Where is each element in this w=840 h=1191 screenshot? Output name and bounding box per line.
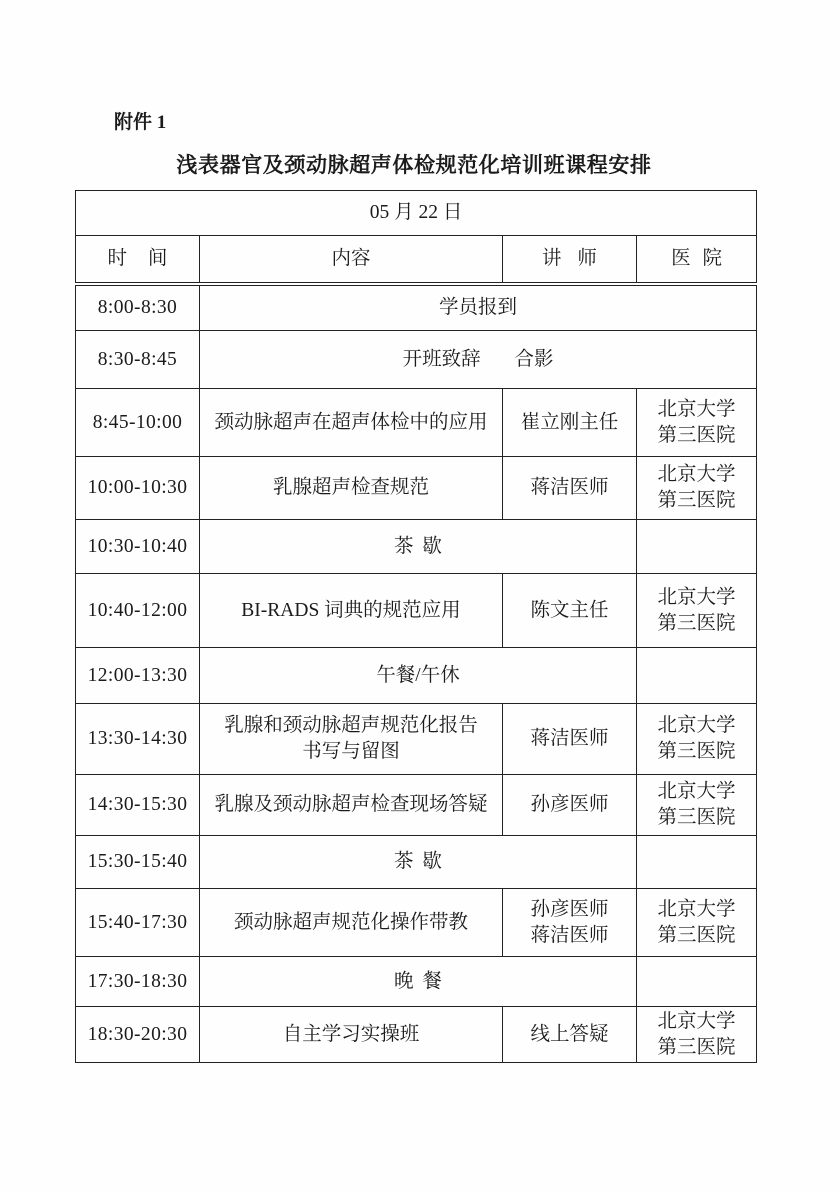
lecturer-text: 蒋洁医师 bbox=[530, 924, 609, 946]
time-cell bbox=[76, 331, 200, 389]
content-text: 自主学习实操班 bbox=[282, 1023, 420, 1045]
time-cell bbox=[76, 284, 200, 331]
table-row bbox=[76, 389, 757, 457]
hospital-line: 北京大学 bbox=[657, 898, 736, 920]
content-text: 颈动脉超声在超声体检中的应用 bbox=[214, 411, 488, 433]
table-row bbox=[76, 836, 757, 889]
hospital-cell-empty bbox=[637, 957, 757, 1007]
hospital-line: 北京大学 bbox=[657, 715, 736, 736]
content-cell bbox=[200, 389, 503, 457]
schedule-date: 05 月 22 日 bbox=[369, 202, 463, 223]
time-text: 12:00-13:30 bbox=[87, 664, 188, 686]
lecturer-text: 蒋洁医师 bbox=[530, 728, 609, 749]
time-cell bbox=[76, 704, 200, 775]
content-cell bbox=[200, 775, 503, 836]
hospital-cell bbox=[637, 389, 757, 457]
time-cell bbox=[76, 648, 200, 704]
hospital-line: 第三医院 bbox=[657, 807, 736, 828]
hospital-line: 北京大学 bbox=[657, 1010, 736, 1032]
time-text: 15:40-17:30 bbox=[87, 911, 188, 933]
hospital-line: 第三医院 bbox=[657, 424, 736, 446]
content-cell bbox=[200, 457, 503, 520]
time-text: 10:00-10:30 bbox=[87, 477, 188, 498]
table-row bbox=[76, 889, 757, 957]
hospital-cell bbox=[637, 889, 757, 957]
table-row bbox=[76, 284, 757, 331]
content-text: 乳腺和颈动脉超声规范化报告 bbox=[224, 715, 478, 736]
header-content-cell bbox=[200, 236, 503, 284]
hospital-cell bbox=[637, 704, 757, 775]
lecturer-cell bbox=[503, 889, 637, 957]
hospital-cell bbox=[637, 775, 757, 836]
lecturer-text: 孙彦医师 bbox=[530, 794, 609, 815]
content-text: 颈动脉超声规范化操作带教 bbox=[233, 911, 468, 933]
hospital-cell bbox=[637, 457, 757, 520]
lecturer-cell bbox=[503, 1007, 637, 1063]
table-row bbox=[76, 1007, 757, 1063]
hospital-line: 北京大学 bbox=[657, 586, 736, 608]
time-text: 17:30-18:30 bbox=[87, 970, 188, 992]
header-time-cell bbox=[76, 236, 200, 284]
content-text: 书写与留图 bbox=[302, 741, 400, 762]
lecturer-cell bbox=[503, 574, 637, 648]
lecturer-text: 孙彦医师 bbox=[530, 898, 609, 920]
content-cell bbox=[200, 704, 503, 775]
lecturer-text: 崔立刚主任 bbox=[520, 411, 619, 433]
header-hospital-cell bbox=[637, 236, 757, 284]
content-text: 学员报到 bbox=[439, 296, 518, 318]
time-text: 10:40-12:00 bbox=[87, 599, 188, 621]
time-cell bbox=[76, 389, 200, 457]
time-text: 10:30-10:40 bbox=[87, 535, 188, 557]
table-row bbox=[76, 704, 757, 775]
lecturer-cell bbox=[503, 775, 637, 836]
date-cell bbox=[76, 191, 757, 236]
time-text: 18:30-20:30 bbox=[87, 1023, 188, 1045]
time-cell bbox=[76, 836, 200, 889]
content-text: 茶 歇 bbox=[394, 851, 442, 872]
header-row bbox=[76, 236, 757, 284]
content-text: 开班致辞 合影 bbox=[402, 348, 554, 370]
time-text: 8:00-8:30 bbox=[97, 296, 178, 318]
date-row bbox=[76, 191, 757, 236]
hospital-line: 北京大学 bbox=[657, 464, 736, 485]
content-cell bbox=[200, 574, 503, 648]
time-cell bbox=[76, 1007, 200, 1063]
attachment-label: 附件 1 bbox=[114, 112, 167, 133]
document-title: 浅表器官及颈动脉超声体检规范化培训班课程安排 bbox=[176, 153, 652, 177]
hospital-line: 第三医院 bbox=[657, 612, 736, 634]
time-text: 13:30-14:30 bbox=[87, 728, 188, 749]
hospital-line: 第三医院 bbox=[657, 490, 736, 511]
content-text: 晚 餐 bbox=[394, 970, 442, 992]
table-row bbox=[76, 574, 757, 648]
time-text: 15:30-15:40 bbox=[87, 851, 188, 872]
content-text: 午餐/午休 bbox=[376, 664, 460, 686]
time-cell bbox=[76, 889, 200, 957]
time-cell bbox=[76, 457, 200, 520]
content-text: BI-RADS 词典的规范应用 bbox=[241, 599, 461, 621]
content-cell bbox=[200, 957, 637, 1007]
time-cell bbox=[76, 957, 200, 1007]
hospital-cell bbox=[637, 1007, 757, 1063]
table-row bbox=[76, 648, 757, 704]
content-cell bbox=[200, 889, 503, 957]
content-cell bbox=[200, 331, 757, 389]
time-text: 14:30-15:30 bbox=[87, 794, 188, 815]
schedule-table bbox=[75, 190, 757, 1063]
table-row bbox=[76, 457, 757, 520]
content-cell bbox=[200, 836, 637, 889]
lecturer-cell bbox=[503, 389, 637, 457]
content-text: 茶 歇 bbox=[394, 535, 442, 557]
hospital-cell-empty bbox=[637, 520, 757, 574]
hospital-line: 第三医院 bbox=[657, 1036, 736, 1058]
time-text: 8:30-8:45 bbox=[97, 348, 178, 370]
lecturer-text: 蒋洁医师 bbox=[530, 477, 609, 498]
lecturer-cell bbox=[503, 704, 637, 775]
content-cell bbox=[200, 284, 757, 331]
time-cell bbox=[76, 574, 200, 648]
table-row bbox=[76, 331, 757, 389]
table-row bbox=[76, 520, 757, 574]
header-time: 时 间 bbox=[107, 247, 168, 269]
lecturer-text: 线上答疑 bbox=[530, 1023, 609, 1045]
content-cell bbox=[200, 520, 637, 574]
header-lecturer: 讲 师 bbox=[542, 247, 597, 269]
hospital-line: 北京大学 bbox=[657, 781, 736, 802]
content-text: 乳腺及颈动脉超声检查现场答疑 bbox=[214, 794, 488, 815]
header-content: 内容 bbox=[331, 247, 371, 269]
header-lecturer-cell bbox=[503, 236, 637, 284]
lecturer-cell bbox=[503, 457, 637, 520]
content-text: 乳腺超声检查规范 bbox=[272, 477, 429, 498]
time-cell bbox=[76, 520, 200, 574]
hospital-cell-empty bbox=[637, 836, 757, 889]
content-cell bbox=[200, 1007, 503, 1063]
hospital-line: 第三医院 bbox=[657, 741, 736, 762]
time-cell bbox=[76, 775, 200, 836]
hospital-line: 北京大学 bbox=[657, 398, 736, 420]
hospital-cell bbox=[637, 574, 757, 648]
time-text: 8:45-10:00 bbox=[92, 411, 183, 433]
table-row bbox=[76, 775, 757, 836]
table-row bbox=[76, 957, 757, 1007]
hospital-line: 第三医院 bbox=[657, 924, 736, 946]
hospital-cell-empty bbox=[637, 648, 757, 704]
content-cell bbox=[200, 648, 637, 704]
lecturer-text: 陈文主任 bbox=[530, 599, 609, 621]
header-hospital: 医 院 bbox=[671, 247, 722, 269]
